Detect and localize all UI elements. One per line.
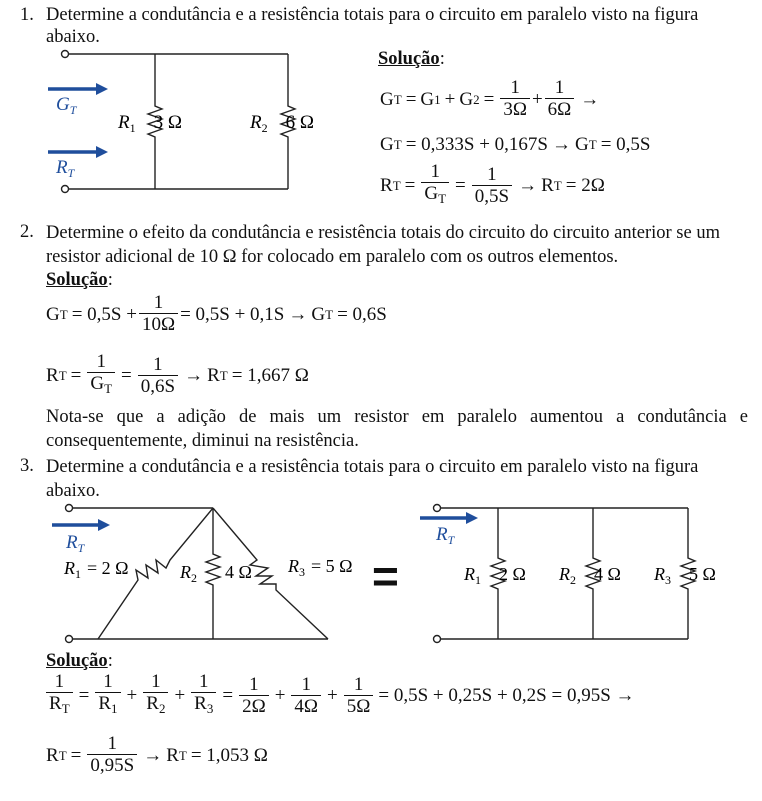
label-r1: $R_1$ 3 Ω [118, 112, 182, 135]
fraction: $\frac{1}{0,6S}$ [138, 355, 178, 398]
circuit-diagram-3-original [44, 498, 374, 644]
op: = [405, 88, 417, 110]
arrow-rt [420, 512, 478, 524]
terminal-bottom [66, 636, 73, 643]
label-r2: $R_2$ 4 Ω [559, 564, 621, 587]
problem-number: 1. [20, 5, 34, 25]
equation-1-2: G T = 0,333S + 0,167S → G T = 0,5S [380, 134, 651, 155]
fraction: $\frac{1}{R_2}$ [143, 672, 168, 720]
fraction: $\frac{1}{G_T}$ [87, 352, 115, 400]
arrow-symbol: → [143, 744, 163, 766]
arrow-symbol: → [580, 88, 600, 110]
equation-1-1 [380, 78, 603, 121]
arrow-symbol: → [518, 175, 538, 196]
label-rt: $R_T$ [66, 532, 85, 555]
fraction: $\frac{1}{4\Omega}$ [291, 675, 321, 718]
op: = [483, 88, 495, 110]
problem-number: 2. [20, 222, 34, 242]
label-r2: $R_2$ [180, 562, 197, 585]
problem-statement: Determine a condutância e a resistência totais para o circuito em paralelo visto na figura abaixo. [46, 457, 699, 501]
label-rt: $R_T$ [56, 157, 75, 180]
equation-3-1: $\frac{1}{R_T}$ = $\frac{1}{R_1}$ + $\frac{1}{R_2}$ + $\frac{1}{R_3}$ = $\frac{1}{2\Omega}$ + $\frac{1}{4\Omega}$ + $\frac{1}{5\Omega}$ = 0,5S + 0,25S + 0,2S = 0,95S → [44, 672, 635, 720]
value-r2: 4 Ω [225, 562, 252, 582]
expr: = 0,5S + 0,25S + 0,2S = 0,95S → [378, 685, 635, 706]
label-r3: $R_3 = 5$ Ω [288, 556, 353, 579]
fraction: $\frac{1}{2\Omega}$ [239, 675, 269, 718]
solution-heading-1 [378, 48, 445, 70]
solution-label: Solução [46, 651, 108, 671]
fraction: $\frac{1}{6\Omega}$ [545, 78, 575, 121]
solution-label: Solução [378, 49, 440, 69]
var: G [420, 88, 435, 110]
fraction: $\frac{1}{0,95S}$ [87, 734, 137, 777]
circuit-diagram-3-equivalent [420, 498, 750, 644]
fraction: $\frac{1}{5\Omega}$ [344, 675, 374, 718]
fraction: $\frac{1}{10\Omega}$ [139, 293, 178, 336]
problem-statement: Determine o efeito da condutância e resistência totais do circuito do circuito anterior se um resistor adicional de 10 Ω for colocado em paralelo com os outros elementos. [46, 223, 720, 267]
subscript: T [393, 91, 402, 107]
expr: = 0,333S + 0,167S [405, 134, 549, 155]
terminal-top [434, 505, 441, 512]
op: + [444, 88, 456, 110]
terminal-bottom [62, 186, 69, 193]
label-r2: $R_2$ 6 Ω [250, 112, 314, 135]
note-text: Nota-se que a adição de mais um resistor em paralelo aumentou a condutância e consequentemente, diminui na resistência. [46, 407, 748, 451]
equation-2-1: G T = 0,5S + $\frac{1}{10\Omega}$ = 0,5S + 0,1S → G T = 0,6S [46, 292, 387, 335]
equation-1-3: R T = $\frac{1}{G_T}$ = $\frac{1}{0,5S}$ → R T = 2Ω [380, 162, 605, 210]
label-gt: $G_T$ [56, 94, 77, 117]
fraction: $\frac{1}{R_1}$ [95, 672, 120, 720]
solution-label: Solução [46, 270, 108, 290]
equation-2-2: R T = $\frac{1}{G_T}$ = $\frac{1}{0,6S}$ → R T = 1,667 Ω [46, 352, 309, 400]
op: + [531, 88, 543, 110]
var: G [380, 88, 394, 110]
equation-3-2: R T = $\frac{1}{0,95S}$ → R T = 1,053 Ω [46, 733, 268, 776]
label-r1: $R_1$ 2 Ω [464, 564, 526, 587]
result: = 2Ω [565, 175, 605, 196]
terminal-bottom [434, 636, 441, 643]
fraction: $\frac{1}{3\Omega}$ [500, 78, 530, 121]
arrow-symbol: → [184, 365, 204, 386]
arrow-symbol: → [288, 303, 308, 325]
problem-number: 3. [20, 456, 34, 476]
arrow-rt [52, 519, 110, 531]
result: = 0,5S [600, 134, 651, 155]
subscript: 1 [434, 91, 441, 107]
fraction: $\frac{1}{0,5S}$ [472, 165, 512, 208]
problem-statement: Determine a condutância e a resistência totais para o circuito em paralelo visto na figura abaixo. [46, 5, 699, 47]
terminal-top [62, 51, 69, 58]
result: = 1,667 Ω [231, 365, 309, 386]
fraction: $\frac{1}{G_T}$ [421, 162, 449, 210]
arrow-symbol: → [552, 134, 572, 155]
solution-heading-2: Solução: [46, 270, 113, 290]
label-rt: $R_T$ [436, 524, 455, 547]
circuit-diagram-1 [40, 44, 370, 194]
label-r3: $R_3$ 5 Ω [654, 564, 716, 587]
equivalence-sign: = [372, 550, 399, 602]
resistor-r2 [206, 508, 220, 639]
result: = 1,053 Ω [190, 744, 268, 766]
label-r1: $R_1 = 2$ Ω [64, 558, 129, 581]
result: = 0,6S [337, 303, 387, 325]
terminal-top [66, 505, 73, 512]
colon: : [439, 49, 445, 69]
subscript: 2 [473, 91, 480, 107]
solution-heading-3: Solução: [46, 651, 113, 671]
fraction: $\frac{1}{R_T}$ [46, 672, 73, 720]
var: G [459, 88, 474, 110]
fraction: $\frac{1}{R_3}$ [191, 672, 216, 720]
